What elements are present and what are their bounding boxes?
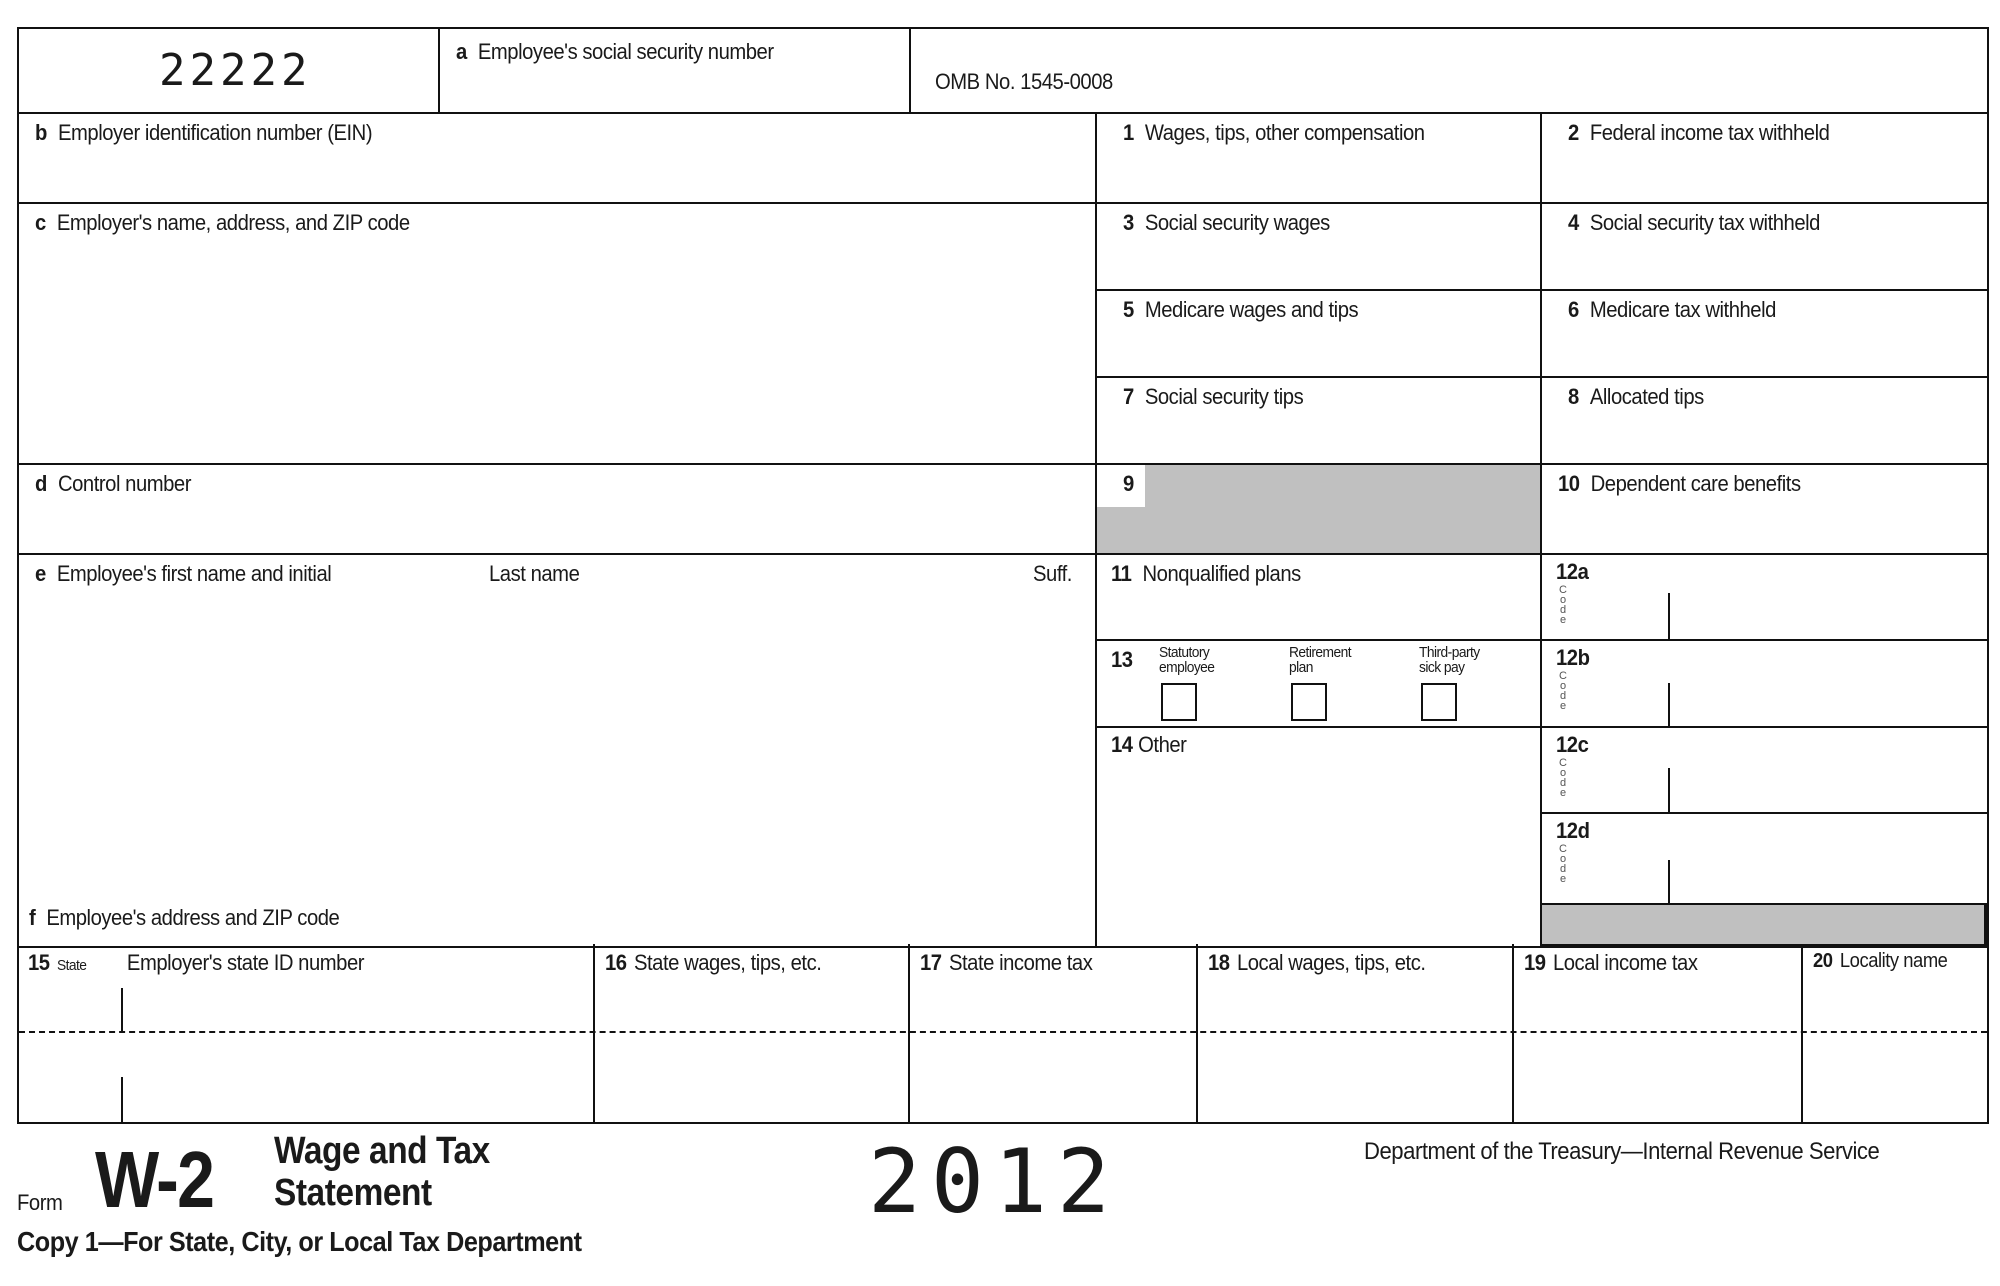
copy-designation: Copy 1—For State, City, or Local Tax Department xyxy=(17,1226,582,1257)
omb-box xyxy=(909,27,1989,114)
box-4-label: 4 Social security tax withheld xyxy=(1568,210,1820,235)
third-party-sick-pay-label: Third-party sick pay xyxy=(1419,644,1480,676)
box-12a-label: 12a xyxy=(1556,559,1589,584)
box-13 xyxy=(1095,639,1542,728)
box-14-label: 14 Other xyxy=(1111,732,1187,757)
box-1[interactable] xyxy=(1095,112,1542,204)
box-19-label: 19 Local income tax xyxy=(1524,950,1698,975)
box-12d-label: 12d xyxy=(1556,818,1590,843)
box-12c[interactable] xyxy=(1540,726,1989,814)
box-12c-code-label: C o d e xyxy=(1559,757,1567,799)
box-a-ssn[interactable] xyxy=(438,27,911,114)
box-f-label: f Employee's address and ZIP code xyxy=(29,905,340,930)
box-18-label: 18 Local wages, tips, etc. xyxy=(1208,950,1426,975)
box-12b-code-divider xyxy=(1668,683,1670,728)
box-8[interactable] xyxy=(1540,376,1989,465)
box-d-control[interactable] xyxy=(17,463,1097,555)
box-8-label: 8 Allocated tips xyxy=(1568,384,1704,409)
control-code-box xyxy=(17,27,440,114)
form-name: W-2 xyxy=(95,1135,214,1224)
statutory-employee-checkbox[interactable] xyxy=(1161,683,1197,721)
box-12b-code-label: C o d e xyxy=(1559,670,1567,712)
box-16-label: 16 State wages, tips, etc. xyxy=(605,950,822,975)
state-row-1-input[interactable] xyxy=(19,985,1987,1029)
box-7-label: 7 Social security tips xyxy=(1123,384,1304,409)
box-9 xyxy=(1095,463,1542,555)
box-12b[interactable] xyxy=(1540,639,1989,728)
box-12a-code-divider xyxy=(1668,593,1670,641)
box-12c-label: 12c xyxy=(1556,732,1589,757)
box-11[interactable] xyxy=(1095,553,1542,641)
box-4[interactable] xyxy=(1540,202,1989,291)
box-e-last-name: Last name xyxy=(489,561,580,586)
box-e-employee[interactable] xyxy=(17,553,1097,948)
box-20-label: 20 Locality name xyxy=(1813,950,1948,972)
box-12d-code-label: C o d e xyxy=(1559,843,1567,885)
omb-number: OMB No. 1545-0008 xyxy=(935,69,1113,94)
box-1-label: 1 Wages, tips, other compensation xyxy=(1123,120,1425,145)
box-c-employer[interactable] xyxy=(17,202,1097,465)
box-e-suffix: Suff. xyxy=(1033,561,1072,586)
box-12c-code-divider xyxy=(1668,768,1670,814)
tax-year: 2012 xyxy=(868,1130,1120,1233)
state-row-2-input[interactable] xyxy=(19,1034,1987,1122)
box-12-shaded-area xyxy=(1540,903,1989,948)
box-10-label: 10 Dependent care benefits xyxy=(1558,471,1801,496)
form-word: Form xyxy=(17,1190,63,1215)
third-party-sick-pay-checkbox[interactable] xyxy=(1421,683,1457,721)
box-17-label: 17 State income tax xyxy=(920,950,1093,975)
box-d-label: d Control number xyxy=(35,471,192,496)
control-code: 22222 xyxy=(159,45,312,96)
box-14[interactable] xyxy=(1095,726,1542,948)
box-9-label: 9 xyxy=(1123,471,1134,496)
box-5[interactable] xyxy=(1095,289,1542,378)
agency-name: Department of the Treasury—Internal Revenue Service xyxy=(1364,1138,1880,1165)
retirement-plan-label: Retirement plan xyxy=(1289,644,1351,676)
box-3-label: 3 Social security wages xyxy=(1123,210,1330,235)
box-12d-code-divider xyxy=(1668,860,1670,905)
box-c-label: c Employer's name, address, and ZIP code xyxy=(35,210,410,235)
box-11-label: 11 Nonqualified plans xyxy=(1111,561,1301,586)
box-12b-label: 12b xyxy=(1556,645,1590,670)
box-5-label: 5 Medicare wages and tips xyxy=(1123,297,1359,322)
box-2-label: 2 Federal income tax withheld xyxy=(1568,120,1830,145)
state-row-divider xyxy=(19,1031,1987,1033)
box-7[interactable] xyxy=(1095,376,1542,465)
box-12d[interactable] xyxy=(1540,812,1989,905)
retirement-plan-checkbox[interactable] xyxy=(1291,683,1327,721)
box-b-ein[interactable] xyxy=(17,112,1097,204)
box-6-label: 6 Medicare tax withheld xyxy=(1568,297,1776,322)
box-10[interactable] xyxy=(1540,463,1989,555)
box-12a-code-label: C o d e xyxy=(1559,584,1567,626)
box-2[interactable] xyxy=(1540,112,1989,204)
box-b-label: b Employer identification number (EIN) xyxy=(35,120,373,145)
box-12a[interactable] xyxy=(1540,553,1989,641)
box-a-label: a Employee's social security number xyxy=(456,39,774,64)
box-3[interactable] xyxy=(1095,202,1542,291)
statutory-employee-label: Statutory employee xyxy=(1159,644,1215,676)
box-6[interactable] xyxy=(1540,289,1989,378)
form-title-line2: Statement xyxy=(274,1172,432,1214)
box-13-num: 13 xyxy=(1111,647,1133,672)
box-15-label: 15 State Employer's state ID number xyxy=(28,950,365,975)
form-title-line1: Wage and Tax xyxy=(274,1130,490,1172)
box-e-label: e Employee's first name and initial xyxy=(35,561,332,586)
